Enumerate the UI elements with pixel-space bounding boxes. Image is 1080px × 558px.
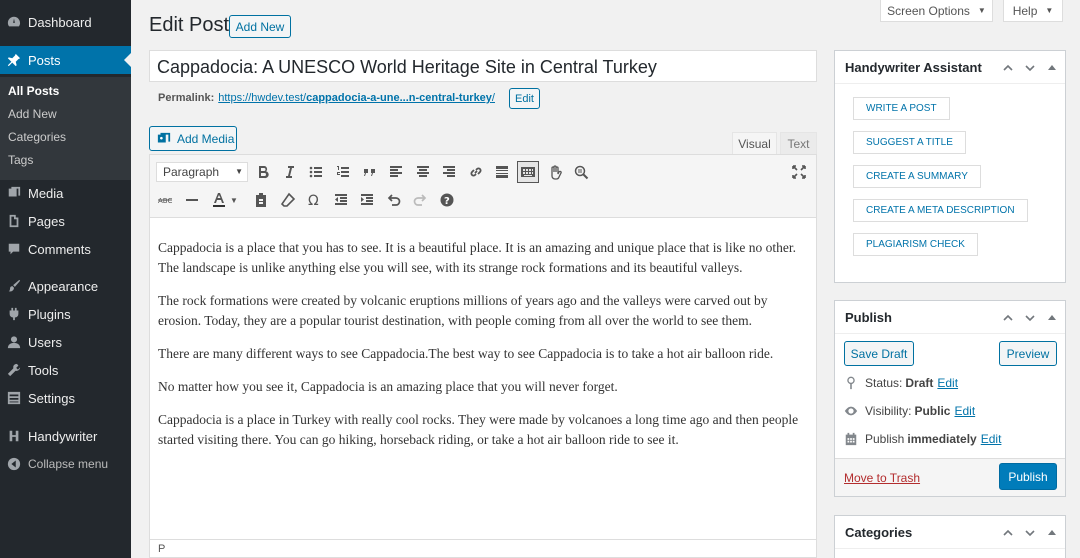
submenu-add-new[interactable]: Add New [8,107,57,121]
read-more-button[interactable] [491,161,513,183]
move-down-icon[interactable] [1023,526,1037,540]
read-more-icon [494,164,510,180]
caret-down-icon: ▼ [230,195,238,205]
undo-button[interactable] [383,189,405,211]
search-document-icon [573,164,589,180]
caret-down-icon: ▼ [1045,6,1054,15]
fullscreen-button[interactable] [788,161,810,183]
edit-schedule-link[interactable]: Edit [980,432,1002,446]
format-select-value: Paragraph [163,165,220,179]
special-character-button[interactable] [303,189,325,211]
bold-button[interactable] [252,161,274,183]
content-paragraph: The rock formations were created by volcanic eruptions millions of years ago and the valleys were carved out by erosion. Today, they are a popular tourist destination, with people coming from all over the world to see them. [158,293,768,328]
sidebar-item-comments[interactable] [0,235,131,263]
move-up-icon[interactable] [1001,311,1015,325]
create-a-summary-button[interactable]: CREATE A SUMMARY [853,165,981,188]
add-media-label: Add Media [177,131,235,146]
permalink [158,92,495,104]
svg-text:ABC: ABC [158,197,173,205]
outdent-button[interactable] [330,189,352,211]
schedule-row [844,432,1001,446]
categories-title: Categories [845,524,913,540]
italic-button[interactable] [278,161,300,183]
dashboard-icon [7,15,21,29]
help-label: Help [1012,3,1038,18]
sidebar-item-pages[interactable] [0,207,131,235]
keyboard-icon [520,164,536,180]
publish-button[interactable]: Publish [999,463,1057,490]
move-down-icon[interactable] [1023,61,1037,75]
caret-down-icon: ▼ [235,167,243,176]
collapse-box-icon[interactable] [1045,311,1059,325]
indent-button[interactable] [356,189,378,211]
pin-icon [7,53,21,67]
add-media-button[interactable] [149,126,237,151]
paste-as-text-button[interactable] [250,189,272,211]
undo-icon [386,192,402,208]
content-paragraph: Cappadocia is a place that you has to see. It is a beautiful place. It is an amazing and unique place that is like no other. The landscape is unlike anything else you will see, with its strange rock formations and its beautiful valleys. [158,240,797,275]
align-center-icon [415,164,431,180]
handywriter-hand-button[interactable] [544,161,566,183]
media-icon [7,186,21,200]
omega-icon [306,192,322,208]
blockquote-button[interactable] [359,161,381,183]
write-a-post-button[interactable]: WRITE A POST [853,97,950,120]
sidebar-item-label: Plugins [28,306,71,322]
clipboard-icon [253,192,269,208]
bold-icon [255,164,271,180]
sidebar-collapse-menu[interactable] [0,450,131,478]
sidebar-item-tools[interactable] [0,356,131,384]
collapse-box-icon[interactable] [1045,526,1059,540]
element-path[interactable]: P [158,543,166,555]
svg-text:Ω: Ω [308,193,319,208]
strikethrough-button[interactable] [154,189,176,211]
link-icon [468,164,484,180]
sidebar-item-label: Users [28,334,62,350]
visibility-row [844,404,975,418]
move-up-icon[interactable] [1001,526,1015,540]
brush-icon [7,279,21,293]
submenu-all-posts[interactable]: All Posts [8,84,60,98]
sidebar-item-dashboard[interactable] [0,8,131,36]
toolbar-toggle-button[interactable] [517,161,539,183]
preview-button[interactable]: Preview [999,341,1057,366]
create-meta-description-button[interactable]: CREATE A META DESCRIPTION [853,199,1028,222]
sidebar-item-label: Settings [28,390,75,406]
visibility-value: Public [914,404,951,418]
fullscreen-icon [791,164,807,180]
align-left-button[interactable] [385,161,407,183]
blockquote-icon [362,164,378,180]
edit-status-link[interactable]: Edit [937,376,959,390]
sidebar-item-handywriter[interactable] [0,422,131,450]
permalink-url[interactable] [218,92,495,104]
users-icon [7,335,21,349]
svg-text:?: ? [444,196,450,207]
indent-icon [359,192,375,208]
status-value: Draft [905,376,934,390]
submenu-tags[interactable]: Tags [8,153,34,167]
move-up-icon[interactable] [1001,61,1015,75]
plugin-icon [7,307,21,321]
save-draft-button[interactable]: Save Draft [844,341,914,366]
move-down-icon[interactable] [1023,311,1037,325]
publish-header [835,301,1065,334]
sidebar-item-appearance[interactable] [0,272,131,300]
screen-options-button[interactable] [880,0,993,22]
insert-link-button[interactable] [465,161,487,183]
bullet-list-button[interactable] [305,161,327,183]
text-color-icon [211,192,227,208]
categories-header [835,516,1065,549]
calendar-icon [844,432,858,446]
sidebar-item-label: Handywriter [28,428,98,444]
numbered-list-button[interactable] [332,161,354,183]
hand-icon [547,164,563,180]
content-paragraph: No matter how you see it, Cappadocia is an amazing place that you will never forget. [158,379,618,394]
caret-down-icon: ▼ [977,6,986,15]
tab-visual[interactable]: Visual [732,132,777,155]
post-title-input[interactable]: Cappadocia: A UNESCO World Heritage Site in Central Turkey [149,50,817,82]
tab-text[interactable]: Text [780,132,817,155]
plagiarism-check-button[interactable]: PLAGIARISM CHECK [853,233,978,256]
posts-submenu [0,77,131,180]
sidebar-item-label: Appearance [28,278,99,294]
categories-box [834,515,1066,558]
permalink-base: https://hwdev.test/ [218,92,307,104]
text-color-button[interactable] [208,189,230,211]
assistant-title: Handywriter Assistant [845,59,982,75]
handywriter-assistant-box [834,50,1066,283]
admin-sidebar [0,0,131,558]
help-icon [439,192,455,208]
page-title: Edit Post [149,14,230,36]
assistant-header [835,51,1065,84]
eraser-icon [280,192,296,208]
outdent-icon [333,192,349,208]
publish-title: Publish [845,309,892,325]
sidebar-item-label: Posts [28,52,61,68]
sidebar-item-settings[interactable] [0,384,131,412]
visibility-label: Visibility: [865,404,912,418]
comments-icon [7,242,21,256]
schedule-label: Publish [865,432,905,446]
content-paragraph: Cappadocia is a place in Turkey with really cool rocks. They were made by volcanoes a long time ago and then people started visiting there. You can go hiking, horseback riding, or take a hot air balloon ride to see it. [158,412,799,447]
clear-formatting-button[interactable] [277,189,299,211]
align-left-icon [388,164,404,180]
collapse-icon [7,457,21,471]
permalink-end: / [491,92,495,104]
redo-icon [412,192,428,208]
sidebar-item-label: Tools [28,362,59,378]
sidebar-item-label: Media [28,185,64,201]
strikethrough-icon [157,192,173,208]
editor-toolbar [150,155,816,218]
sidebar-item-label: Collapse menu [28,457,109,471]
content-paragraph: There are many different ways to see Cappadocia.The best way to see Cappadocia is to take a hot air balloon ride. [158,346,774,361]
sidebar-item-plugins[interactable] [0,300,131,328]
status-label: Status: [865,376,903,390]
align-right-icon [441,164,457,180]
eye-icon [844,404,858,418]
add-new-button[interactable]: Add New [229,15,291,38]
add-media-icon [157,132,171,146]
settings-icon [7,391,21,405]
suggest-a-title-button[interactable]: SUGGEST A TITLE [853,131,966,154]
collapse-box-icon[interactable] [1045,61,1059,75]
publish-box [834,300,1066,497]
italic-icon [281,164,297,180]
bullet-list-icon [308,164,324,180]
sidebar-item-media[interactable] [0,179,131,207]
horizontal-line-button[interactable] [181,189,203,211]
align-center-button[interactable] [412,161,434,183]
status-row [844,376,958,390]
post-editor [149,154,817,558]
sidebar-item-label: Dashboard [28,14,92,30]
pin-icon [844,376,858,390]
format-select[interactable] [156,162,248,182]
plagiarism-search-button[interactable] [570,161,592,183]
sidebar-item-label: Comments [28,241,91,257]
keyboard-shortcuts-button[interactable] [436,189,458,211]
numbered-list-icon [335,164,351,180]
handywriter-icon [7,429,21,443]
pages-icon [7,214,21,228]
wrench-icon [7,363,21,377]
edit-permalink-button[interactable]: Edit [509,88,540,109]
align-right-button[interactable] [438,161,460,183]
permalink-slug: cappadocia-a-une...n-central-turkey [306,92,492,104]
edit-visibility-link[interactable]: Edit [954,404,976,418]
sidebar-item-posts[interactable] [0,46,131,74]
redo-button[interactable] [409,189,431,211]
permalink-label: Permalink: [158,92,215,104]
help-button[interactable] [1003,0,1063,22]
submenu-categories[interactable]: Categories [8,130,67,144]
sidebar-item-users[interactable] [0,328,131,356]
text-color-caret[interactable] [228,189,240,211]
editor-statusbar [150,539,816,557]
editor-content[interactable] [158,238,808,463]
horizontal-line-icon [184,192,200,208]
schedule-value: immediately [907,432,977,446]
move-to-trash-link[interactable]: Move to Trash [844,471,921,485]
sidebar-item-label: Pages [28,213,65,229]
screen-options-label: Screen Options [887,3,970,18]
